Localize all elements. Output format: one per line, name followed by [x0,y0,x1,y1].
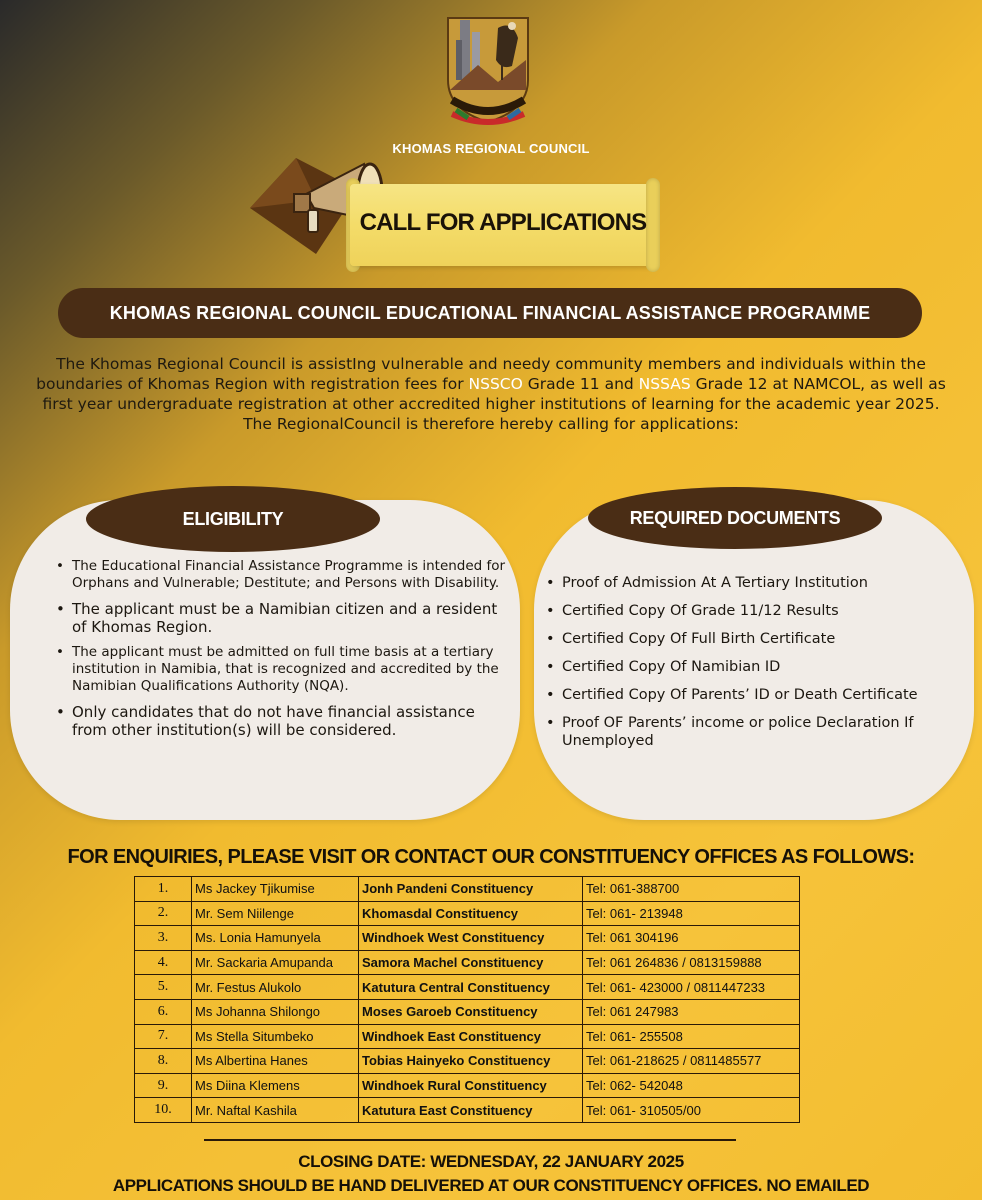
row-number: 10. [135,1098,192,1123]
telephone: Tel: 061- 310505/00 [583,1098,800,1123]
constituency-name: Windhoek Rural Constituency [359,1073,583,1098]
contact-name: Mr. Festus Alukolo [192,975,359,1000]
table-row [135,1098,800,1123]
document-item: • Proof of Admission At A Tertiary Institution [546,574,946,592]
eligibility-list [56,558,506,739]
nssco-highlight: NSSCO [468,375,523,393]
row-number: 2. [135,901,192,926]
row-number: 9. [135,1073,192,1098]
required-documents-heading: REQUIRED DOCUMENTS [588,487,882,549]
telephone: Tel: 061 304196 [583,926,800,951]
call-title: CALL FOR APPLICATIONS [359,209,647,236]
constituency-name: Windhoek East Constituency [359,1024,583,1049]
eligibility-item: • The Educational Financial Assistance Programme is intended for Orphans and Vulnerable; Destitute; and Persons with Disability. [56,558,506,592]
document-item: • Certified Copy Of Full Birth Certificate [546,630,946,648]
constituency-name: Jonh Pandeni Constituency [359,877,583,902]
contact-name: Mr. Sem Niilenge [192,901,359,926]
telephone: Tel: 061- 423000 / 0811447233 [583,975,800,1000]
constituency-name: Samora Machel Constituency [359,950,583,975]
row-number: 3. [135,926,192,951]
intro-paragraph [20,354,962,434]
table-row [135,901,800,926]
council-name: KHOMAS REGIONAL COUNCIL [392,141,590,156]
constituency-name: Moses Garoeb Constituency [359,999,583,1024]
divider [204,1139,736,1141]
table-row [135,950,800,975]
eligibility-item: • Only candidates that do not have financial assistance from other institution(s) will be considered. [56,703,506,739]
intro-text: The Khomas Regional Council is assistIng vulnerable and needy community members and individuals within the boundaries of Khomas Region with registration fees for [36,355,926,393]
contact-name: Ms Diina Klemens [192,1073,359,1098]
closing-date: CLOSING DATE: WEDNESDAY, 22 JANUARY 2025 [298,1152,684,1171]
telephone: Tel: 061-218625 / 0811485577 [583,1049,800,1074]
delivery-notice: APPLICATIONS SHOULD BE HAND DELIVERED AT OUR CONSTITUENCY OFFICES. NO EMAILED [112,1176,870,1195]
table-row [135,1024,800,1049]
document-item: • Certified Copy Of Namibian ID [546,658,946,676]
contact-name: Mr. Naftal Kashila [192,1098,359,1123]
intro-text: Grade 11 and [522,375,639,393]
contact-name: Ms. Lonia Hamunyela [192,926,359,951]
constituency-name: Windhoek West Constituency [359,926,583,951]
table-row [135,999,800,1024]
khomas-regional-council-crest-icon [438,10,538,130]
constituency-offices-table [134,876,800,1123]
table-row [135,1073,800,1098]
contact-name: Mr. Sackaria Amupanda [192,950,359,975]
row-number: 5. [135,975,192,1000]
nssas-highlight: NSSAS [638,375,691,393]
telephone: Tel: 061- 255508 [583,1024,800,1049]
contact-name: Ms Jackey Tjikumise [192,877,359,902]
constituency-name: Katutura East Constituency [359,1098,583,1123]
contact-name: Ms Albertina Hanes [192,1049,359,1074]
table-row [135,877,800,902]
row-number: 8. [135,1049,192,1074]
intro-text: Grade 12 at NAMCOL, as well as first year undergraduate registration at other accredited higher institutions of learning for the academic year 2025. [42,375,946,413]
row-number: 1. [135,877,192,902]
document-item: • Proof OF Parents’ income or police Declaration If Unemployed [546,714,946,750]
row-number: 6. [135,999,192,1024]
telephone: Tel: 061- 213948 [583,901,800,926]
row-number: 4. [135,950,192,975]
row-number: 7. [135,1024,192,1049]
required-documents-list [546,574,946,760]
contact-name: Ms Johanna Shilongo [192,999,359,1024]
eligibility-item: • The applicant must be a Namibian citizen and a resident of Khomas Region. [56,600,506,636]
table-row [135,975,800,1000]
telephone: Tel: 061 247983 [583,999,800,1024]
constituency-name: Katutura Central Constituency [359,975,583,1000]
contact-name: Ms Stella Situmbeko [192,1024,359,1049]
eligibility-item: • The applicant must be admitted on full time basis at a tertiary institution in Namibia, that is recognized and accredited by the Namibian Qualifications Authority (NQA). [56,644,506,695]
council-logo [438,10,538,130]
telephone: Tel: 061 264836 / 0813159888 [583,950,800,975]
constituency-name: Tobias Hainyeko Constituency [359,1049,583,1074]
document-item: • Certified Copy Of Parents’ ID or Death Certificate [546,686,946,704]
telephone: Tel: 062- 542048 [583,1073,800,1098]
document-item: • Certified Copy Of Grade 11/12 Results [546,602,946,620]
intro-call-line: The RegionalCouncil is therefore hereby calling for applications: [243,415,739,433]
telephone: Tel: 061-388700 [583,877,800,902]
programme-title: KHOMAS REGIONAL COUNCIL EDUCATIONAL FINANCIAL ASSISTANCE PROGRAMME [58,288,922,338]
constituency-name: Khomasdal Constituency [359,901,583,926]
table-row [135,926,800,951]
enquiries-title: FOR ENQUIRIES, PLEASE VISIT OR CONTACT OUR CONSTITUENCY OFFICES AS FOLLOWS: [67,846,915,868]
table-row [135,1049,800,1074]
eligibility-heading: ELIGIBILITY [86,486,380,552]
